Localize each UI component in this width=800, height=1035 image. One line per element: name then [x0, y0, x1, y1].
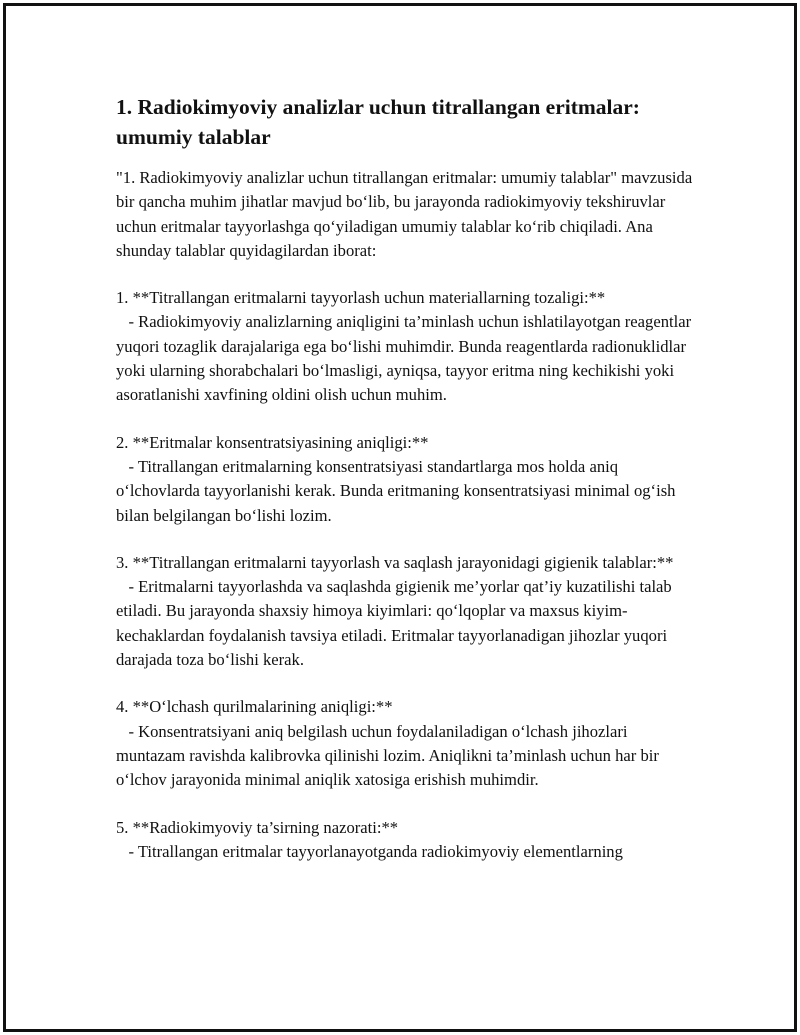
list-item-description: - Konsentratsiyani aniq belgilash uchun foydalaniladigan o‘lchash jihozlari muntazam ravishda kalibrovka qilinishi lozim. Aniqlikni ta’minlash uchun har bir o‘lchov jarayonida minimal aniqlik xatosiga erishish muhimdir.	[116, 721, 664, 790]
list-item	[116, 551, 696, 672]
list-item-description: - Radiokimyoviy analizlarning aniqligini ta’minlash uchun ishlatilayotgan reagentlar yuqori tozaglik darajalariga ega bo‘lishi muhimdir. Bunda reagentlarda radionuklidlar yoki ularning shorabchalari bo‘lmasligi, ayniqsa, tayyor eritma ning kechikishi yoki asoratlanishi xavfining oldini olish uchun muhim.	[116, 312, 696, 405]
list-item	[116, 286, 696, 407]
list-item	[116, 431, 696, 528]
list-item	[116, 816, 696, 865]
list-item-title: 3. **Titrallangan eritmalarni tayyorlash va saqlash jarayonidagi gigienik talablar:**	[116, 552, 674, 572]
list-item-description: - Titrallangan eritmalar tayyorlanayotganda radiokimyoviy elementlarning	[128, 841, 623, 861]
document-body	[116, 92, 696, 864]
intro-paragraph: "1. Radiokimyoviy analizlar uchun titrallangan eritmalar: umumiy talablar" mavzusida bir qancha muhim jihatlar mavjud bo‘lib, bu jarayonda radiokimyoviy tekshiruvlar uchun eritmalar tayyorlashga qo‘yiladigan umumiy talablar ko‘rib chiqiladi. Ana shunday talablar quyidagilardan iborat:	[116, 168, 693, 260]
list-item-title: 4. **O‘lchash qurilmalarining aniqligi:**	[116, 697, 393, 717]
list-item-title: 5. **Radiokimyoviy ta’sirning nazorati:**	[116, 817, 399, 837]
list-item-title: 1. **Titrallangan eritmalarni tayyorlash uchun materiallarning tozaligi:**	[116, 288, 606, 308]
list-item-title: 2. **Eritmalar konsentratsiyasining aniqligi:**	[116, 432, 429, 452]
list-item-description: - Titrallangan eritmalarning konsentratsiyasi standartlarga mos holda aniq o‘lchovlarda tayyorlanishi kerak. Bunda eritmaning konsentratsiyasi minimal og‘ish bilan belgilangan bo‘lishi lozim.	[116, 456, 680, 525]
list-item-description: - Eritmalarni tayyorlashda va saqlashda gigienik me’yorlar qat’iy kuzatilishi talab etiladi. Bu jarayonda shaxsiy himoya kiyimlari: qo‘lqoplar va maxsus kiyim-kechaklardan foydalanish tavsiya etiladi. Eritmalar tayyorlanadigan jihozlar yuqori darajada toza bo‘lishi kerak.	[116, 577, 676, 670]
list-item	[116, 695, 696, 792]
page-title: 1. Radiokimyoviy analizlar uchun titrallangan eritmalar: umumiy talablar	[116, 95, 640, 149]
